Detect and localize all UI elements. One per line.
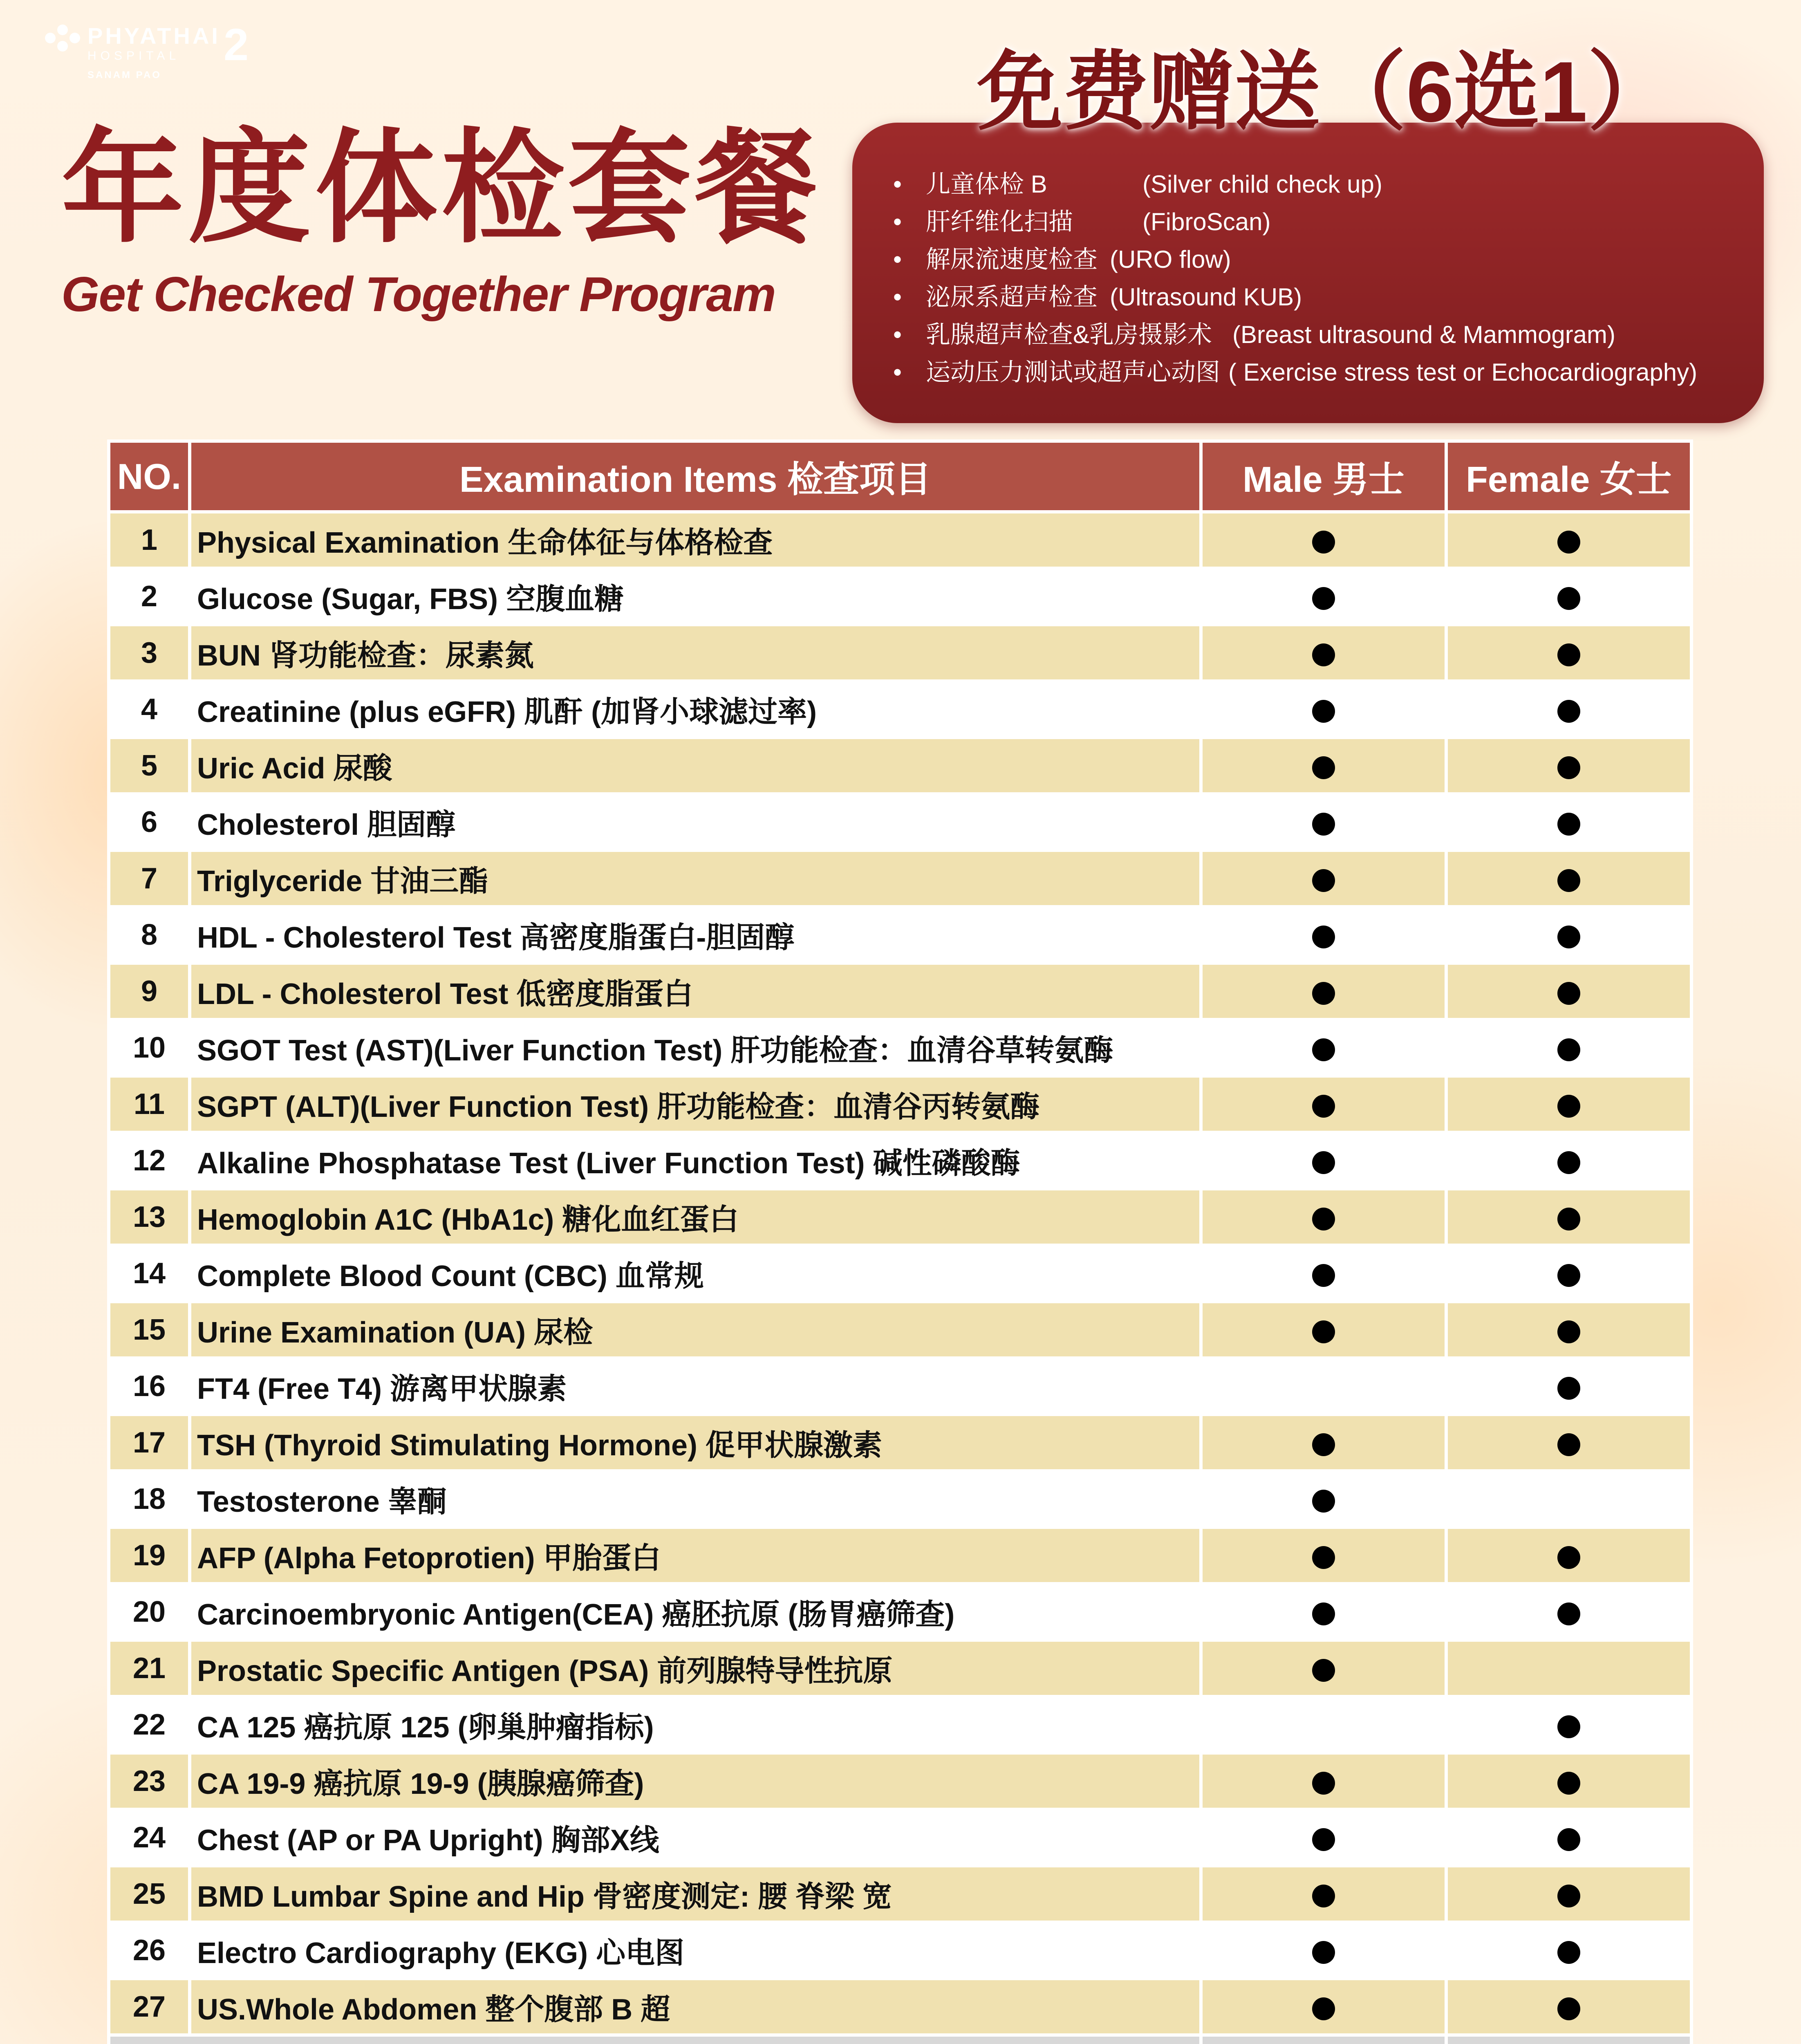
- row-item: Physical Examination 生命体征与体格检查: [191, 513, 1199, 567]
- included-dot-icon: [1312, 1038, 1335, 1061]
- row-female-cell: [1448, 1247, 1690, 1300]
- row-female-cell: [1448, 683, 1690, 736]
- gift-item: • 运动压力测试或超声心动图 ( Exercise stress test or Echocardiography): [893, 354, 1697, 391]
- included-dot-icon: [1312, 700, 1335, 723]
- row-female-cell: [1448, 1698, 1690, 1751]
- table-row: [110, 852, 1690, 905]
- row-male-cell: [1203, 908, 1445, 961]
- row-female-cell: [1448, 626, 1690, 679]
- included-dot-icon: [1557, 1095, 1580, 1118]
- table-row: [110, 513, 1690, 567]
- included-dot-icon: [1557, 1715, 1580, 1738]
- row-female-cell: [1448, 1360, 1690, 1413]
- row-item: BUN 肾功能检查：尿素氮: [191, 626, 1199, 679]
- row-female-cell: [1448, 852, 1690, 905]
- row-item: Creatinine (plus eGFR) 肌酐 (加肾小球滤过率): [191, 683, 1199, 736]
- row-item: Testosterone 睾酮: [191, 1472, 1199, 1526]
- included-dot-icon: [1557, 1377, 1580, 1400]
- row-female-cell: [1448, 796, 1690, 849]
- gift-item: • 乳腺超声检查&乳房摄影术 (Breast ultrasound & Mammogram): [893, 316, 1697, 354]
- row-female-cell: [1448, 1021, 1690, 1074]
- table-row: [110, 1078, 1690, 1131]
- row-item: Uric Acid 尿酸: [191, 739, 1199, 792]
- row-male-cell: [1203, 1247, 1445, 1300]
- table-row: [110, 1811, 1690, 1864]
- table-row: [110, 1642, 1690, 1695]
- header-no: NO.: [110, 443, 188, 510]
- included-dot-icon: [1557, 587, 1580, 610]
- included-dot-icon: [1557, 700, 1580, 723]
- row-number: 16: [110, 1360, 188, 1413]
- logo-area: SANAM PAO: [87, 69, 161, 81]
- examination-table: [107, 439, 1693, 2044]
- row-number: 21: [110, 1642, 188, 1695]
- row-item: Glucose (Sugar, FBS) 空腹血糖: [191, 570, 1199, 623]
- row-female-cell: [1448, 908, 1690, 961]
- row-female-cell: [1448, 1867, 1690, 1921]
- included-dot-icon: [1312, 926, 1335, 948]
- included-dot-icon: [1312, 1095, 1335, 1118]
- row-number: 23: [110, 1755, 188, 1808]
- row-item: SGOT Test (AST)(Liver Function Test) 肝功能检查：血清谷草转氨酶: [191, 1021, 1199, 1074]
- row-male-cell: [1203, 626, 1445, 679]
- table-row: [110, 1980, 1690, 2033]
- row-male-cell: [1203, 1529, 1445, 1582]
- row-male-cell: [1203, 796, 1445, 849]
- included-dot-icon: [1557, 1546, 1580, 1569]
- included-dot-icon: [1312, 1885, 1335, 1907]
- included-dot-icon: [1312, 643, 1335, 666]
- table-row: [110, 739, 1690, 792]
- row-item: Prostatic Specific Antigen (PSA) 前列腺特导性抗原: [191, 1642, 1199, 1695]
- row-item: Alkaline Phosphatase Test (Liver Function Test) 碱性磷酸酶: [191, 1134, 1199, 1187]
- page-title-en: Get Checked Together Program: [61, 267, 775, 322]
- row-item: US.Whole Abdomen 整个腹部 B 超: [191, 1980, 1199, 2033]
- logo-mark-icon: [45, 25, 82, 61]
- included-dot-icon: [1312, 1659, 1335, 1682]
- table-row: [110, 1867, 1690, 1921]
- row-female-cell: [1448, 1190, 1690, 1244]
- row-number: 19: [110, 1529, 188, 1582]
- table-row: [110, 1303, 1690, 1356]
- row-female-cell: [1448, 739, 1690, 792]
- header-male: Male 男士: [1203, 443, 1445, 510]
- row-female-cell: [1448, 1303, 1690, 1356]
- table-row: [110, 796, 1690, 849]
- page-title-cn: 年度体检套餐: [61, 119, 822, 257]
- included-dot-icon: [1312, 869, 1335, 892]
- row-female-cell: [1448, 1585, 1690, 1638]
- included-dot-icon: [1557, 1151, 1580, 1174]
- row-item: LDL - Cholesterol Test 低密度脂蛋白: [191, 965, 1199, 1018]
- included-dot-icon: [1312, 1546, 1335, 1569]
- row-male-cell: [1203, 739, 1445, 792]
- table-row: [110, 1416, 1690, 1469]
- included-dot-icon: [1557, 982, 1580, 1005]
- row-number: 18: [110, 1472, 188, 1526]
- free-gift-title: 免费赠送（6选1）: [977, 44, 1673, 140]
- row-number: 4: [110, 683, 188, 736]
- table-row: [110, 1247, 1690, 1300]
- row-male-cell: [1203, 1134, 1445, 1187]
- included-dot-icon: [1557, 1320, 1580, 1343]
- row-number: 17: [110, 1416, 188, 1469]
- table-row: [110, 1360, 1690, 1413]
- included-dot-icon: [1312, 982, 1335, 1005]
- row-male-cell: [1203, 683, 1445, 736]
- total-label: [110, 2037, 1199, 2044]
- bullet-icon: •: [893, 321, 902, 348]
- row-number: 9: [110, 965, 188, 1018]
- row-female-cell: [1448, 1924, 1690, 1977]
- table-row: [110, 1529, 1690, 1582]
- row-male-cell: [1203, 1078, 1445, 1131]
- row-number: 24: [110, 1811, 188, 1864]
- table-row: [110, 1134, 1690, 1187]
- row-item: Chest (AP or PA Upright) 胸部X线: [191, 1811, 1199, 1864]
- row-number: 2: [110, 570, 188, 623]
- row-number: 12: [110, 1134, 188, 1187]
- row-item: BMD Lumbar Spine and Hip 骨密度测定: 腰 脊梁 宽: [191, 1867, 1199, 1921]
- included-dot-icon: [1557, 643, 1580, 666]
- included-dot-icon: [1312, 531, 1335, 554]
- bullet-icon: •: [893, 283, 902, 311]
- included-dot-icon: [1557, 1772, 1580, 1795]
- row-item: FT4 (Free T4) 游离甲状腺素: [191, 1360, 1199, 1413]
- row-number: 1: [110, 513, 188, 567]
- row-item: Hemoglobin A1C (HbA1c) 糖化血红蛋白: [191, 1190, 1199, 1244]
- total-male: [1203, 2037, 1445, 2044]
- row-item: Cholesterol 胆固醇: [191, 796, 1199, 849]
- row-item: CA 19-9 癌抗原 19-9 (胰腺癌筛查): [191, 1755, 1199, 1808]
- header-female: Female 女士: [1448, 443, 1690, 510]
- table-row: [110, 1021, 1690, 1074]
- row-male-cell: [1203, 852, 1445, 905]
- row-male-cell: [1203, 1585, 1445, 1638]
- row-number: 25: [110, 1867, 188, 1921]
- row-male-cell: [1203, 1924, 1445, 1977]
- bullet-icon: •: [893, 246, 902, 273]
- included-dot-icon: [1312, 1264, 1335, 1287]
- table-row: [110, 1698, 1690, 1751]
- included-dot-icon: [1557, 1264, 1580, 1287]
- included-dot-icon: [1557, 926, 1580, 948]
- row-item: Complete Blood Count (CBC) 血常规: [191, 1247, 1199, 1300]
- included-dot-icon: [1312, 1828, 1335, 1851]
- table-row: [110, 965, 1690, 1018]
- row-female-cell: [1448, 513, 1690, 567]
- row-male-cell: [1203, 1867, 1445, 1921]
- row-female-cell: [1448, 1642, 1690, 1695]
- included-dot-icon: [1312, 813, 1335, 836]
- included-dot-icon: [1312, 1941, 1335, 1964]
- row-male-cell: [1203, 1642, 1445, 1695]
- included-dot-icon: [1312, 1320, 1335, 1343]
- hospital-logo-top: [45, 20, 249, 81]
- row-male-cell: [1203, 1416, 1445, 1469]
- table-row: [110, 908, 1690, 961]
- included-dot-icon: [1312, 1997, 1335, 2020]
- included-dot-icon: [1557, 756, 1580, 779]
- included-dot-icon: [1557, 1602, 1580, 1625]
- included-dot-icon: [1557, 531, 1580, 554]
- table-row: [110, 683, 1690, 736]
- row-male-cell: [1203, 1811, 1445, 1864]
- row-male-cell: [1203, 513, 1445, 567]
- row-number: 22: [110, 1698, 188, 1751]
- row-number: 8: [110, 908, 188, 961]
- included-dot-icon: [1557, 1208, 1580, 1230]
- bullet-icon: •: [893, 359, 902, 386]
- row-item: HDL - Cholesterol Test 高密度脂蛋白-胆固醇: [191, 908, 1199, 961]
- row-female-cell: [1448, 1755, 1690, 1808]
- row-number: 15: [110, 1303, 188, 1356]
- table-row: [110, 1755, 1690, 1808]
- gift-item: • 肝纤维化扫描 (FibroScan): [893, 203, 1697, 241]
- row-female-cell: [1448, 1416, 1690, 1469]
- bullet-icon: •: [893, 208, 902, 235]
- row-male-cell: [1203, 1698, 1445, 1751]
- included-dot-icon: [1557, 1885, 1580, 1907]
- row-male-cell: [1203, 1980, 1445, 2033]
- table-row: [110, 570, 1690, 623]
- total-row: [110, 2037, 1690, 2044]
- row-male-cell: [1203, 1472, 1445, 1526]
- row-male-cell: [1203, 1755, 1445, 1808]
- row-item: Electro Cardiography (EKG) 心电图: [191, 1924, 1199, 1977]
- header-item: Examination Items 检查项目: [191, 443, 1199, 510]
- gift-item: • 泌尿系超声检查 (Ultrasound KUB): [893, 278, 1697, 316]
- included-dot-icon: [1557, 1433, 1580, 1456]
- row-female-cell: [1448, 1529, 1690, 1582]
- row-number: 5: [110, 739, 188, 792]
- row-female-cell: [1448, 570, 1690, 623]
- included-dot-icon: [1557, 813, 1580, 836]
- row-number: 27: [110, 1980, 188, 2033]
- row-female-cell: [1448, 1472, 1690, 1526]
- included-dot-icon: [1312, 756, 1335, 779]
- row-number: 6: [110, 796, 188, 849]
- row-female-cell: [1448, 1811, 1690, 1864]
- row-male-cell: [1203, 1021, 1445, 1074]
- row-male-cell: [1203, 965, 1445, 1018]
- table-row: [110, 1585, 1690, 1638]
- row-female-cell: [1448, 1980, 1690, 2033]
- included-dot-icon: [1557, 869, 1580, 892]
- row-number: 26: [110, 1924, 188, 1977]
- bullet-icon: •: [893, 170, 902, 198]
- table-row: [110, 626, 1690, 679]
- row-male-cell: [1203, 1190, 1445, 1244]
- row-item: Urine Examination (UA) 尿检: [191, 1303, 1199, 1356]
- row-number: 14: [110, 1247, 188, 1300]
- row-number: 10: [110, 1021, 188, 1074]
- table-header-row: [110, 443, 1690, 510]
- included-dot-icon: [1312, 1151, 1335, 1174]
- free-gift-list: [893, 166, 1697, 391]
- included-dot-icon: [1312, 1433, 1335, 1456]
- row-female-cell: [1448, 1078, 1690, 1131]
- logo-sub: HOSPITAL: [87, 49, 180, 63]
- row-female-cell: [1448, 965, 1690, 1018]
- row-number: 7: [110, 852, 188, 905]
- row-number: 13: [110, 1190, 188, 1244]
- table-row: [110, 1472, 1690, 1526]
- row-male-cell: [1203, 1360, 1445, 1413]
- included-dot-icon: [1557, 1997, 1580, 2020]
- row-male-cell: [1203, 570, 1445, 623]
- included-dot-icon: [1312, 1602, 1335, 1625]
- included-dot-icon: [1312, 1208, 1335, 1230]
- included-dot-icon: [1312, 587, 1335, 610]
- row-number: 20: [110, 1585, 188, 1638]
- row-female-cell: [1448, 1134, 1690, 1187]
- row-item: Carcinoembryonic Antigen(CEA) 癌胚抗原 (肠胃癌筛查): [191, 1585, 1199, 1638]
- row-item: TSH (Thyroid Stimulating Hormone) 促甲状腺激素: [191, 1416, 1199, 1469]
- row-number: 3: [110, 626, 188, 679]
- row-item: AFP (Alpha Fetoprotien) 甲胎蛋白: [191, 1529, 1199, 1582]
- logo-number: 2: [223, 20, 249, 70]
- included-dot-icon: [1312, 1490, 1335, 1513]
- table-row: [110, 1190, 1690, 1244]
- logo-brand: PHYATHAI: [87, 23, 220, 49]
- row-item: CA 125 癌抗原 125 (卵巢肿瘤指标): [191, 1698, 1199, 1751]
- gift-item: • 儿童体检 B (Silver child check up): [893, 166, 1697, 203]
- table-row: [110, 1924, 1690, 1977]
- total-female: [1448, 2037, 1690, 2044]
- included-dot-icon: [1557, 1828, 1580, 1851]
- included-dot-icon: [1312, 1772, 1335, 1795]
- row-item: SGPT (ALT)(Liver Function Test) 肝功能检查：血清谷丙转氨酶: [191, 1078, 1199, 1131]
- row-number: 11: [110, 1078, 188, 1131]
- included-dot-icon: [1557, 1941, 1580, 1964]
- row-item: Triglyceride 甘油三酯: [191, 852, 1199, 905]
- gift-item: • 解尿流速度检查 (URO flow): [893, 241, 1697, 278]
- row-male-cell: [1203, 1303, 1445, 1356]
- included-dot-icon: [1557, 1038, 1580, 1061]
